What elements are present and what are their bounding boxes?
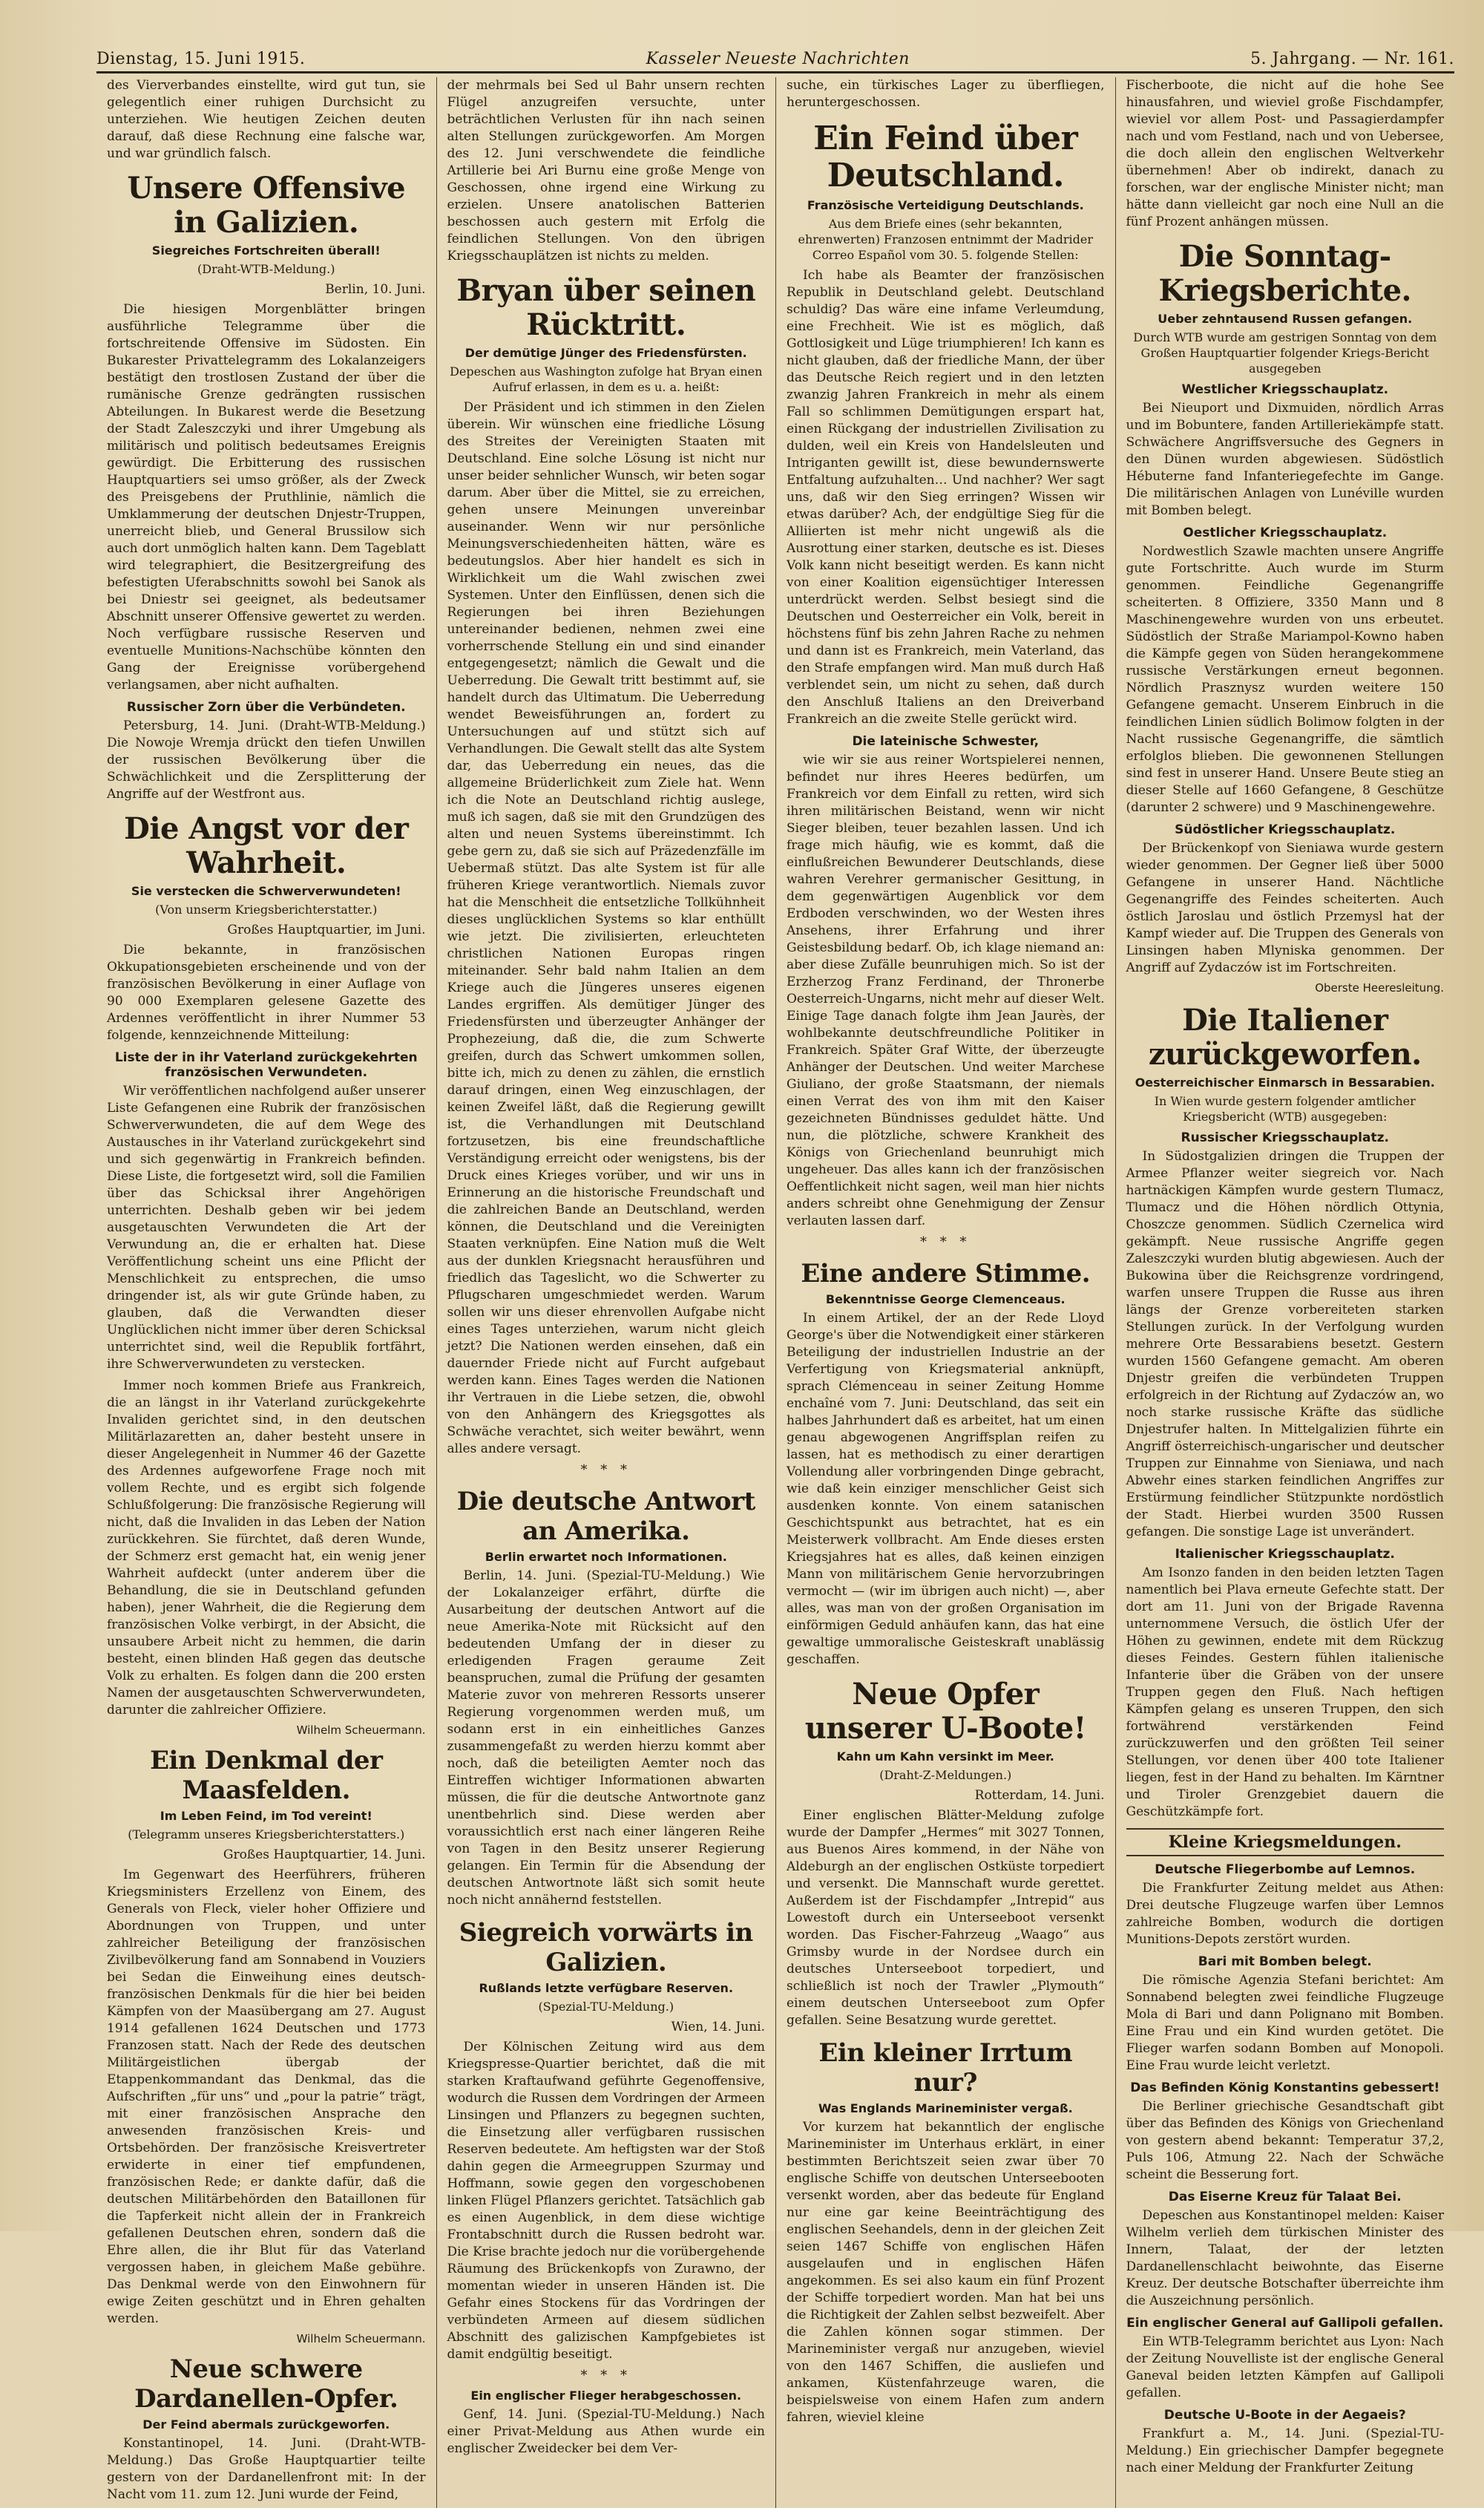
article-body: Ich habe als Beamter der französischen Republik in Deutschland gelebt. Deutschland schuldig? Das wäre eine infame Verleumdung, eine Frechheit. Wie ist es möglich, daß Gottlosigkeit und Lüge triumphieren! Ich kann es nicht glauben, daß der friedliche Mann, der über das Deutsche Reich regiert und in den letzten zwanzig Jahren Frankreich in mehr als einem Fall so schlimmen Demütigungen erspart hat, einen Rückgang der industriellen Zivilisation zu dulden, weil ein Kreis von Handelsleuten und Intriganten gewillt ist, diese bewundernswerte Entfaltung aufzuhalten… Und nachher? Wer sagt uns, daß wir den Sieg erringen? Wissen wir etwas darüber? Ach, der endgültige Sieg für die Alliierten ist mehr nicht ungewiß als die Ausrottung einer starken, deutsche es ist. Dieses Volk kann nicht beseitigt werden. Es kann nicht von einer Koalition eigensüchtiger Interessen unterdrückt werden. Selbst besiegt sind die Deutschen und Oesterreicher ein Volk, bereit in höchstens fünf bis zehn Jahren Rache zu nehmen und dann ist es Frankreich, mein Vaterland, das den Strafe empfangen wird. Man muß durch Haß verblendet sein, um nicht zu sehen, daß durch den Anschluß Italiens an den Dreiverband Frankreich an die zweite Stelle gerückt wird.: [787, 268, 1105, 727]
headline: Eine andere Stimme.: [801, 1259, 1091, 1289]
signature: Wilhelm Scheuermann.: [296, 2332, 426, 2345]
dateline: Berlin, 10. Juni.: [325, 282, 426, 297]
column-3: [775, 77, 1115, 2508]
headline: Die deutsche Antwort an Amerika.: [456, 1487, 755, 1546]
brief-heading: Bari mit Bomben belegt.: [1198, 1954, 1372, 1969]
dateline: Großes Hauptquartier, im Juni.: [227, 923, 426, 937]
brief-body: Frankfurt a. M., 14. Juni. (Spezial-TU-Meldung.) Ein griechischer Dampfer begegnete nach einer Meldung der Frankfurter Zeitung: [1126, 2426, 1444, 2475]
article-body: wie wir sie aus reiner Wortspielerei nennen, befindet nur ihres Heeres bedürfen, um Frankreich vor dem Einfall zu retten, wird sich ihren militärischen Beistand, wenn wir nicht Sieger bleiben, teuer bezahlen lassen. Und ich frage mich häufig, wie es kommt, daß die einflußreichen Bewunderer Deutschlands, diese wahren Verehrer germanischer Gesittung, in dem gegenwärtigen Augenblick vor dem Erdboden verschwinden, wo der Westen ihres Ansehens, ihrer Erfahrung und ihrer Geistesbildung bedarf. Ob, ich klage niemand an: aber diese Zufälle beunruhigen mich. So ist der Erzherzog Franz Ferdinand, der Thronerbe Oesterreich-Ungarns, nicht mehr auf dieser Welt. Einige Tage danach folgte ihm Jean Jaurès, der wohlbekannte deutschfreundliche Politiker in Frankreich. Später Graf Witte, der überzeugte Anhänger der Deutschen. Und weiter Marchese Giuliano, der große Staatsmann, der niemals einen Verrat des von ihm mit den Kaiser gezeichneten Bündnisses geduldet hätte. Und nun, die plötzliche, schwere Krankheit des Königs von Griechenland beunruhigt mich ungeheuer. Das alles kann ich der französischen Oeffentlichkeit nicht sagen, weil man hier nichts anders schreibt ohne Genehmigung der Zensur verlauten lassen darf.: [787, 753, 1105, 1228]
subheadline: Bekenntnisse George Clemenceaus.: [825, 1292, 1066, 1306]
subheadline: Sie verstecken die Schwerverwundeten!: [131, 884, 401, 898]
headline: Ein kleiner Irrtum nur?: [818, 2038, 1073, 2098]
column-4: [1115, 77, 1455, 2508]
section-heading: Russischer Zorn über die Verbündeten.: [126, 700, 406, 715]
headline: Die Angst vor der Wahrheit.: [124, 811, 409, 880]
article-body: Petersburg, 14. Juni. (Draht-WTB-Meldung.) Die Nowoje Wremja drückt den tiefen Unwillen der russischen Bevölkerung über die Schwächlichkeit und die Zersplitterung der Angriffe auf der Westfront aus.: [107, 718, 426, 802]
article-body: Nordwestlich Szawle machten unsere Angriffe gute Fortschritte. Auch wurde im Sturm genommen. Feindliche Gegenangriffe scheiterten. 8 Offiziere, 3350 Mann und 8 Maschinengewehre wurden von uns erbeutet. Südöstlich der Straße Mariampol-Kowno haben die Kämpfe gegen von Süden herangekommene russische Verstärkungen erneut begonnen. Nördlich Prasznysz wurden weitere 150 Gefangene gemacht. Unserem Einbruch in die feindlichen Linien südlich Bolimow folgten in der Nacht russische Gegenangriffe, die sämtlich erfolglos blieben. Die gewonnenen Stellungen sind fest in unserer Hand. Unsere Beute stieg an dieser Stelle auf 1660 Gefangene, 8 Geschütze (darunter 2 schwere) und 9 Maschinengewehre.: [1126, 544, 1444, 815]
separator-stars: * * *: [920, 1234, 971, 1250]
dateline: Rotterdam, 14. Juni.: [974, 1788, 1105, 1803]
brief-heading: Das Befinden König Konstantins gebessert!: [1130, 2080, 1440, 2095]
quoted-heading: Liste der in ihr Vaterland zurückgekehrten französischen Verwundeten.: [114, 1050, 418, 1080]
source-note: Aus dem Briefe eines (sehr bekannten, ehrenwerten) Franzosen entnimmt der Madrider Correo Español vom 30. 5. folgende Stellen:: [798, 217, 1093, 262]
brief-body: Die Frankfurter Zeitung meldet aus Athen: Drei deutsche Flugzeuge warfen über Lemnos zahlreiche Bomben, wodurch die dortigen Munitions-Depots zerstört wurden.: [1126, 1881, 1444, 1947]
article-body: Immer noch kommen Briefe aus Frankreich, die an längst in ihr Vaterland zurückgekehrte Invaliden gerichtet sind, in den deutschen Militärlazaretten an, daher besteht unsere in dieser Angelegenheit in Nummer 46 der Gazette des Ardennes aufgeworfene Frage noch mit vollem Rechte, und es ergibt sich folgende Schlußfolgerung: Die französische Regierung will nicht, daß die Invaliden in das Leben der Nation zurückkehren. Sie fürchtet, daß deren Wunde, der Schmerz erst gemacht hat, ein wenig jener Wahrheit aufdeckt (unter anderem über die Behandlung, die sie in Deutschland gefunden haben), jener Wahrheit, die die Regierung dem französischen Volke verbirgt, in der Absicht, die unsaubere Arbeit nicht zu hemmen, die darin besteht, einen blinden Haß gegen das deutsche Volk zu erhalten. Es folgen dann die 200 ersten Namen der ausgetauschten Schwerverwundeten, darunter die zahlreicher Offiziere.: [107, 1378, 426, 1718]
section-heading: Oestlicher Kriegsschauplatz.: [1183, 525, 1388, 540]
separator-stars: * * *: [580, 2368, 631, 2383]
dateline: Wien, 14. Juni.: [671, 2020, 765, 2034]
source-note: (Von unserm Kriegsberichterstatter.): [155, 903, 378, 917]
headline: Die Sonntag-Kriegsberichte.: [1158, 239, 1411, 308]
article-continuation: Fischerboote, die nicht auf die hohe See hinausfahren, und wieviel große Fischdampfer, wieviel vor allem Post- und Passagierdampfer nach und vom Festland, nach und von Uebersee, die doch allein den englischen Weltverkehr übernehmen! Aber ob indirekt, danach zu forschen, war der englische Minister nicht; man hätte dann vielleicht gar noch eine Null an die fünf Prozent anhängen müssen.: [1126, 78, 1444, 229]
article-body: Der Kölnischen Zeitung wird aus dem Kriegspresse-Quartier berichtet, daß die mit starken Kraftaufwand geführte Gegenoffensive, wodurch die Russen dem Vordringen der Armeen Linsingen und Pflanzers zu begegnen suchten, die Einsetzung aller verfügbaren russischen Reserven bedeutete. Am heftigsten war der Stoß dahin gegen die Armeegruppen Szurmay und Hoffmann, sowie gegen den vorgeschobenen linken Flügel Pflanzers gerichtet. Tatsächlich gab es einen Augenblick, in dem diese wichtige Frontabschnitt durch die Russen bedroht war. Die Krise brachte jedoch nur die vorübergehende Räumung des Brückenkopfs von Zurawno, der momentan wieder in unseren Händen ist. Die Gefahr eines Stockens für das Vordringen der verbündeten Armeen auf diesem südlichen Abschnitt des galizischen Kampfgebietes ist damit endgültig beseitigt.: [447, 2040, 765, 2362]
subheadline: Ueber zehntausend Russen gefangen.: [1158, 312, 1413, 326]
brief-heading: Deutsche Fliegerbombe auf Lemnos.: [1155, 1862, 1416, 1877]
article-continuation: suche, ein türkisches Lager zu überfliegen, heruntergeschossen.: [787, 78, 1105, 110]
signature: Wilhelm Scheuermann.: [296, 1723, 426, 1737]
article-body: Im Gegenwart des Heerführers, früheren Kriegsministers Erzellenz von Einem, des Generals von Fleck, vieler hoher Offiziere und Abordnungen von Truppen, und unter zahlreicher Beteiligung der französischen Zivilbevölkerung fand am Sonnabend in Vouziers bei Sedan die Einweihung eines deutsch-französischen Denkmals für die hier bei beiden Kämpfen von der Maasübergang am 27. August 1914 gefallenen 1624 Deutschen und 1773 Franzosen statt. Nach der Rede des deutschen Militärgeistlichen übergab der Etappenkommandant das Denkmal, das die Aufschriften „für uns“ und „pour la patrie“ trägt, mit einer französischen Ansprache den anwesenden französischen Kreis- und Ortsbehörden. Der französische Kreisvertreter erwiderte in einer tief empfundenen, französischen Rede; er dankte dafür, daß die deutschen Militärbehörden den Bataillonen für die Tapferkeit nicht allein der in Frankreich gefallenen Deutschen ehren, sondern daß die Ehre allen, die ihr Blut für das Vaterland vergossen haben, in gleichem Maße gebühre. Das Denkmal werde von den Einwohnern für ewige Zeiten geschützt und in Ehren gehalten werden.: [107, 1867, 426, 2326]
column-2: [436, 77, 776, 2508]
article-body: Genf, 14. Juni. (Spezial-TU-Meldung.) Nach einer Privat-Meldung aus Athen wurde ein englischer Zweidecker bei dem Ver-: [447, 2407, 765, 2456]
article-body: Einer englischen Blätter-Meldung zufolge wurde der Dampfer „Hermes“ mit 3027 Tonnen, aus Buenos Aires kommend, in der Nähe von Aldeburgh an der englischen Ostküste torpediert und versenkt. Die Mannschaft wurde gerettet. Außerdem ist der Fischdampfer „Intrepid“ aus Lowestoft durch ein Unterseeboot versenkt worden. Das Fischer-Fahrzeug „Waago“ aus Grimsby wurde in der Nordsee durch ein deutsches Unterseeboot torpediert, und schließlich ist noch der Trawler „Plymouth“ einem deutschen Unterseeboot zum Opfer gefallen. Seine Besatzung wurde gerettet.: [787, 1808, 1105, 2028]
brief-heading: Deutsche U-Boote in der Aegaeis?: [1163, 2408, 1406, 2423]
columns: [96, 77, 1454, 2502]
section-heading: Russischer Kriegsschauplatz.: [1181, 1130, 1389, 1145]
issue-number: 5. Jahrgang. — Nr. 161.: [1250, 50, 1454, 68]
issue-date: Dienstag, 15. Juni 1915.: [96, 50, 306, 68]
article-body: Wir veröffentlichen nachfolgend außer unserer Liste Gefangenen eine Rubrik der französischen Schwerverwundeten, die auf dem Wege des Austausches in ihr Vaterland zurückgekehrt sind und sich gegenwärtig in Frankreich befinden. Diese Liste, die fortgesetzt wird, soll die Familien über das Schicksal ihrer Angehörigen unterrichten. Deshalb geben wir bei jedem ausgetauschten Verwundeten die Art der Verwundung an, die er erhalten hat. Diese Veröffentlichung scheint uns eine Pflicht der Menschlichkeit zu entsprechen, die umso dringender ist, als wir gute Gründe haben, zu glauben, daß die Verwandten dieser Unglücklichen nicht immer über deren Schicksal unterrichtet sind, weil die Republik fortfährt, ihre Schwerverwundeten zu verstecken.: [107, 1084, 426, 1372]
headline: Siegreich vorwärts in Galizien.: [459, 1918, 753, 1977]
article-body: Der Brückenkopf von Sieniawa wurde gestern wieder genommen. Der Gegner ließ über 5000 Gefangene in unserer Hand. Nächtliche Gegenangriffe des Feindes scheiterten. Auch östlich Jaroslau und östlich Przemysl hat der Kampf wieder auf. Die Truppen des Generals von Linsingen haben Mlyniska genommen. Der Angriff auf Zydaczów ist im Fortschreiten.: [1126, 841, 1444, 975]
headline: Unsere Offensive in Galizien.: [127, 171, 406, 240]
article-body: Am Isonzo fanden in den beiden letzten Tagen namentlich bei Plava erneute Gefechte statt. Der dort am 11. Juni von der Brigade Ravenna unternommene Versuch, die östlich Ufer der Höhen zu gewinnen, endete mit dem Rückzug dieses Feindes. Gestern fühlen italienische Infanterie über die Gräben von der unsere Truppen gegen den Fluß. Nach heftigen Kämpfen gelang es unseren Truppen, den sich fortwährend verstärkenden Feind zurückzuwerfen und den größten Teil seiner Stellungen, vor denen über 400 tote Italiener liegen, fest in der Hand zu behalten. Im Kärntner und Tiroler Grenzgebiet dauern die Geschützkämpfe fort.: [1126, 1565, 1444, 1819]
headline: Ein Feind über Deutschland.: [813, 119, 1078, 194]
article-body: Bei Nieuport und Dixmuiden, nördlich Arras und im Bobuntere, fanden Artilleriekämpfe statt. Schwächere Angriffsversuche des Gegners in den Dünen wurden abgewiesen. Südöstlich Hébuterne fand Infanteriegefechte im Gange. Die militärischen Anlagen von Lunéville wurden mit Bomben belegt.: [1126, 401, 1444, 518]
brief-body: Die Berliner griechische Gesandtschaft gibt über das Befinden des Königs von Griechenland von gestern abend bekannt: Temperatur 37,2, Puls 106, Atmung 22. Nach der Schwäche scheint die Besserung fort.: [1126, 2099, 1444, 2182]
subheadline: Was Englands Marineminister vergaß.: [818, 2101, 1073, 2115]
headline: Die Italiener zurückgeworfen.: [1148, 1003, 1422, 1072]
article-body: Vor kurzem hat bekanntlich der englische Marineminister im Unterhaus erklärt, in einer bestimmten Berichtszeit seien zwar über 70 englische Schiffe von deutschen Unterseebooten versenkt worden, aber das bedeute für England nur eine gar keine Beeinträchtigung des englischen Seehandels, denn in der gleichen Zeit seien 1467 Schiffe von englischen Häfen ausgelaufen und in englischen Häfen angekommen. Es sei also kaum ein fünf Prozent der Schiffe torpediert worden. Man hat bei uns die Richtigkeit der Zahlen selbst bezweifelt. Aber die Zahlen können sogar stimmen. Der Marineminister vergaß nur anzugeben, wieviel von den 1467 Schiffen, die ausliefen und ankamen, Küstenfahrzeuge waren, die beispielsweise von einem Hafen zum andern fahren, wieviel kleine: [787, 2120, 1105, 2425]
subheadline: Ein englischer Flieger herabgeschossen.: [470, 2389, 742, 2403]
subheadline: Französische Verteidigung Deutschlands.: [807, 198, 1084, 212]
subheadline: Berlin erwartet noch Informationen.: [485, 1550, 727, 1564]
headline: Neue Opfer unserer U-Boote!: [804, 1677, 1086, 1746]
brief-body: Depeschen aus Konstantinopel melden: Kaiser Wilhelm verlieh dem türkischen Minister des Innern, Talaat, der der letzten Dardanellenschlacht beiwohnte, das Eiserne Kreuz. Der deutsche Botschafter überreichte ihm die Auszeichnung persönlich.: [1126, 2208, 1444, 2308]
source-note: (Draht-WTB-Meldung.): [197, 262, 335, 276]
masthead: [96, 39, 1454, 73]
source-note: Durch WTB wurde am gestrigen Sonntag von dem Großen Hauptquartier folgender Kriegs-Bericht ausgegeben: [1133, 330, 1437, 376]
column-1: [96, 77, 436, 2508]
subheadline: Rußlands letzte verfügbare Reserven.: [479, 1981, 734, 1995]
section-banner: Kleine Kriegsmeldungen.: [1126, 1828, 1445, 1856]
brief-body: Ein WTB-Telegramm berichtet aus Lyon: Nach der Zeitung Nouvelliste ist der englische General Ganeval beiden letzten Kämpfen auf Gallipoli gefallen.: [1126, 2334, 1444, 2400]
subheadline: Oesterreichischer Einmarsch in Bessarabien.: [1135, 1075, 1435, 1090]
article-body: In Südostgalizien dringen die Truppen der Armee Pflanzer weiter siegreich vor. Nach hartnäckigen Kämpfen wurde gestern Tlumacz, Tlumacz und die Höhen nördlich Ottynia, Choszcze genommen. Südlich Czernelica wird gekämpft. Neue russische Angriffe gegen Zaleszczyki wurden blutig abgewiesen. Auch der Bukowina über die Reichsgrenze vordringend, warfen unsere Truppen die Russe aus ihren längs der Grenze vorbereiteten starken Stellungen zurück. In der Verfolgung wurden mehrere Orte Bessarabiens besetzt. Gestern wurden 1560 Gefangene gemacht. Am oberen Dnjestr greifen die verbündeten Truppen erfolgreich in der Richtung auf Zydaczów an, wo noch starke russische Kräfte das südliche Dnjestrufer halten. In Mittelgalizien führte ein Angriff österreichisch-ungarischer und deutscher Truppen zur Einnahme von Sieniawa, und nach Abwehr eines starken feindlichen Angriffes zur Erstürmung feindlicher Stützpunkte nordöstlich der Stadt. Hierbei wurden 3500 Russen gefangen. Die sonstige Lage ist unverändert.: [1126, 1149, 1444, 1539]
headline: Ein Denkmal der Maasfelden.: [150, 1746, 383, 1805]
brief-heading: Das Eiserne Kreuz für Talaat Bei.: [1168, 2190, 1402, 2204]
subheadline: Im Leben Feind, im Tod vereint!: [160, 1809, 372, 1823]
article-body: Der Präsident und ich stimmen in den Zielen überein. Wir wünschen eine friedliche Lösung des Streites der Vereinigten Staaten mit Deutschland. Eine solche Lösung ist nicht nur unser beider sehnlicher Wunsch, wir beten sogar darum. Aber über die Mittel, sie zu erreichen, gehen unsere Meinungen unvereinbar auseinander. Wenn wir nur persönliche Meinungsverschiedenheiten hätten, wäre es bedeutungslos. Aber hier handelt es sich in Wirklichkeit um die Wahl zwischen zwei Systemen. Unter den Einflüssen, denen sich die Regierungen bei ihren Beziehungen untereinander bedienen, nehmen zwei eine vorherrschende Stellung ein und sind einander entgegengesetzt; nämlich die Gewalt und die Ueberredung. Die Gewalt tritt bestimmt auf, sie handelt durch das Ultimatum. Die Ueberredung wendet Beweisführungen an, fordert zu Untersuchungen auf und stützt sich auf Verhandlungen. Die Gewalt stellt das alte System dar, das Ueberredung ein neues, das die allgemeine Brüderlichkeit zum Ziele hat. Wenn ich die Note an Deutschland richtig auslege, muß ich sagen, daß sie mit den Grundzügen des alten und neuen Systems übereinstimmt. Ich gebe gern zu, daß sie sich auf Präzedenzfälle im Uebermaß stützt. Das alte System ist für alle früheren Kriege verantwortlich. Niemals zuvor hat die Menschheit die entsetzliche Tollkühnheit dieses unglücklichen Systems so klar enthüllt wie jetzt. Die zivilisierten, erleuchteten christlichen Nationen Europas ringen miteinander. Sehr bald nahm Italien an dem Kriege auch die Jüngeres unseres eigenen Landes ergriffen. Als demütiger Jünger des Friedensfürsten und überzeugter Anhänger der Prophezeiung, daß die, die zum Schwerte greifen, durch das Schwert umkommen sollen, bitte ich, mich zu denen zu zählen, die ernstlich darauf dringen, einen Weg einzuschlagen, der keinen Zweifel läßt, daß die Regierung gewillt ist, die Verhandlungen mit Deutschland fortzusetzen, bis eine freundschaftliche Verständigung erreicht oder wenigstens, bis der Druck eines Krieges vorüber, und wir uns in Erinnerung an die historische Freundschaft und die zahlreichen Bande an Deutschland, werden können, die Deutschland und die Vereinigten Staaten verknüpfen. Eine Nation muß die Welt aus der dunklen Kriegsnacht herausführen und friedlich das Tageslicht, wo die Schwerter zu Pflugscharen umgeschmiedet werden. Warum sollen wir uns dieser ehrenvollen Aufgabe nicht eines Tages unterziehen, warum nicht gleich jetzt? Die Nationen werden einsehen, daß ein dauernder Friede nicht auf Furcht aufgebaut werden kann. Eines Tages werden die Nationen ihr Vertrauen in die Liebe setzen, die, obwohl von den Anhängern des Kriegsgottes als Schwäche verachtet, sich weiter bewährt, wenn alles andere versagt.: [447, 400, 765, 1456]
dateline: Großes Hauptquartier, 14. Juni.: [223, 1847, 426, 1862]
signature: Oberste Heeresleitung.: [1315, 981, 1444, 995]
section-heading: Italienischer Kriegsschauplatz.: [1175, 1547, 1395, 1562]
source-note: Depeschen aus Washington zufolge hat Bryan einen Aufruf erlassen, in dem es u. a. heißt:: [450, 364, 763, 394]
article-body: Die bekannte, in französischen Okkupationsgebieten erscheinende und von der französischen Bevölkerung in einer Auflage von 90 000 Exemplaren gelesene Gazette des Ardennes veröffentlicht in ihrer Nummer 53 folgende, kennzeichnende Mitteilung:: [107, 943, 426, 1043]
article-body: Konstantinopel, 14. Juni. (Draht-WTB-Meldung.) Das Große Hauptquartier teilte gestern von der Dardanellenfront mit: In der Nacht vom 11. zum 12. Juni wurde der Feind,: [107, 2436, 426, 2502]
subheadline: Siegreiches Fortschreiten überall!: [151, 243, 381, 258]
section-heading: Die lateinische Schwester,: [852, 734, 1040, 749]
article-continuation: des Vierverbandes einstellte, wird gut tun, sie gelegentlich einer ruhigen Durchsicht zu unterziehen. Wie heutigen Zeichen deuten darauf, daß diese Rechnung eine falsche war, und war gründlich falsch.: [107, 78, 426, 161]
source-note: (Draht-Z-Meldungen.): [879, 1768, 1012, 1782]
article-body: In einem Artikel, der an der Rede Lloyd George's über die Notwendigkeit einer stärkeren Beteiligung der industriellen Industrie an der Verfertigung von Kriegsmaterial anknüpft, sprach Clémenceau in seiner Zeitung Homme enchaîné vom 7. Juni: Deutschland, das seit ein halbes Jahrhundert daß es arbeitet, hat um einen genau abgewogenen Angriffsplan reifen zu lassen, hat es methodisch zu einer derartigen Vollendung aller vorbringenden Dinge gebracht, wie daß kein einziger menschlicher Geist sich ausdenken konnte. Von einem satanischen Geschichtspunkt aus betrachtet, hat es ein Meisterwerk vollbracht. Am Ende dieses ersten Kriegsjahres hat es alles, daß keinen einzigen Mann von militärischem Genie hervorzubringen vermocht — (wir im übrigen auch nicht) —, aber alles, was man von der großen Organisation im einförmigen Geduld anhäufen kann, das hat eine gewaltige ummoralische Geisteskraft unablässig geschaffen.: [787, 1311, 1105, 1667]
section-heading: Südöstlicher Kriegsschauplatz.: [1175, 822, 1396, 837]
section-heading: Westlicher Kriegsschauplatz.: [1181, 382, 1389, 397]
headline: Neue schwere Dardanellen-Opfer.: [134, 2354, 398, 2414]
brief-heading: Ein englischer General auf Gallipoli gefallen.: [1126, 2316, 1444, 2331]
separator-stars: * * *: [580, 1462, 631, 1478]
article-body: Berlin, 14. Juni. (Spezial-TU-Meldung.) Wie der Lokalanzeiger erfährt, dürfte die Ausarbeitung der deutschen Antwort auf die neue Amerika-Note mit Rücksicht auf den bedeutenden Umfang der in dieser zu erledigenden Fragen geraume Zeit beanspruchen, zumal die Prüfung der gesamten Materie zuvor von mehreren Ressorts unserer Regierung vorgenommen werden muß, um sodann erst in ein einheitliches Ganzes zusammengefaßt zu werden hierzu kommt aber noch, daß die beteiligten Aemter noch das Eintreffen wichtiger Informationen abwarten müssen, die für die deutsche Antwortnote ganz unentbehrlich sind. Diese werden aber voraussichtlich erst nach einer längeren Reihe von Tagen in den Besitz unserer Regierung gelangen. Ein Termin für die Absendung der deutschen Antwortnote läßt sich somit heute noch nicht annähernd feststellen.: [447, 1568, 765, 1908]
source-note: In Wien wurde gestern folgender amtlicher Kriegsbericht (WTB) ausgegeben:: [1154, 1094, 1416, 1124]
article-body: Die hiesigen Morgenblätter bringen ausführliche Telegramme über die fortschreitende Offensive im Südosten. Ein Bukarester Privattelegramm des Lokalanzeigers bestätigt den trostlosen Zustand der über die rumänische Grenze gedrängten russischen Abteilungen. In Bukarest werde die Besetzung der Stadt Zaleszczyki und ihrer Umgebung als militärisch und politisch bedeutsames Ereignis gewürdigt. Die Erbitterung des russischen Hauptquartiers sei umso größer, als der Zweck des Preisgebens der Pruthlinie, nämlich die Umklammerung der deutschen Dnjestr-Truppen, unerreicht blieb, und General Brussilow sich auch dort unmöglich halten kann. Dem Tageblatt wird telegraphiert, die Besitzergreifung des befestigten Uferabschnitts sowohl bei Sanok als bei Dniestr sei geeignet, als bedeutsamer Abschnitt unserer Offensive gewertet zu werden. Noch verfügbare russische Reserven und eventuelle Munitions-Nachschübe könnten den Gang der Ereignisse vorübergehend verlangsamen, aber nicht aufhalten.: [107, 302, 426, 693]
subheadline: Kahn um Kahn versinkt im Meer.: [836, 1749, 1054, 1764]
subheadline: Der demütige Jünger des Friedensfürsten.: [464, 346, 747, 360]
subheadline: Der Feind abermals zurückgeworfen.: [142, 2417, 390, 2432]
source-note: (Spezial-TU-Meldung.): [538, 2000, 674, 2014]
brief-body: Die römische Agenzia Stefani berichtet: Am Sonnabend belegten zwei feindliche Flugzeuge Mola di Bari und dann Polignano mit Bomben. Eine Frau und ein Kind wurden getötet. Die Flieger warfen sodann Bomben auf Monopoli. Eine Frau wurde leicht verletzt.: [1126, 1973, 1444, 2073]
article-continuation: der mehrmals bei Sed ul Bahr unsern rechten Flügel anzugreifen versuchte, unter beträchtlichen Verlusten für ihn nach seinen alten Stellungen zurückgeworfen. Am Morgen des 12. Juni verschwendete die feindliche Artillerie bei Ari Burnu eine große Menge von Geschossen, ohne irgend eine Wirkung zu erzielen. Unsere anatolischen Batterien beschossen auch gestern mit Erfolg die feindlichen Stellungen. Von den übrigen Kriegsschauplätzen ist nichts zu melden.: [447, 78, 765, 263]
source-note: (Telegramm unseres Kriegsberichterstatters.): [128, 1827, 405, 1841]
headline: Bryan über seinen Rücktritt.: [456, 273, 756, 342]
newspaper-title: Kasseler Neueste Nachrichten: [646, 50, 910, 68]
